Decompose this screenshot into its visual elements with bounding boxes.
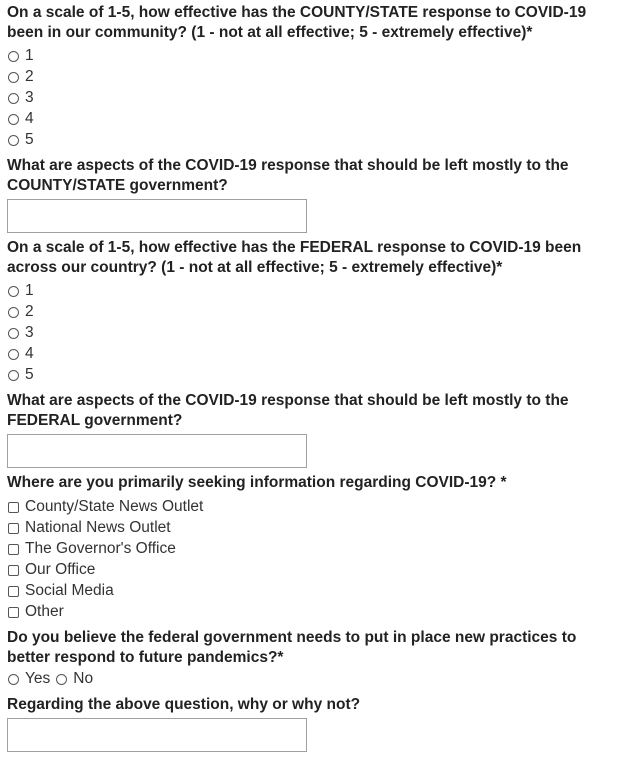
radio-circle[interactable] xyxy=(8,674,19,685)
radio-option[interactable] xyxy=(8,365,34,385)
checkbox-label: National News Outlet xyxy=(25,519,171,536)
radio-option[interactable] xyxy=(8,130,34,150)
radio-option[interactable] xyxy=(8,67,34,87)
question-county-state-effectiveness: On a scale of 1-5, how effective has the COUNTY/STATE response to COVID-19 been in our community? (1 - not at all effective; 5 - extremely effective)* xyxy=(7,4,587,41)
radio-label: 4 xyxy=(25,345,34,362)
radio-option[interactable] xyxy=(8,88,34,108)
federal-aspects-input[interactable] xyxy=(7,434,307,468)
radio-circle[interactable] xyxy=(8,349,19,360)
radio-option[interactable] xyxy=(8,46,34,66)
checkbox-option[interactable] xyxy=(8,539,176,559)
checkbox-box[interactable] xyxy=(8,607,19,618)
radio-circle[interactable] xyxy=(56,674,67,685)
radio-label: 5 xyxy=(25,131,34,148)
radio-label: 2 xyxy=(25,303,34,320)
why-or-why-not-input[interactable] xyxy=(7,718,307,752)
checkbox-option[interactable] xyxy=(8,581,114,601)
question-county-state-aspects: What are aspects of the COVID-19 response that should be left mostly to the COUNTY/STATE government? xyxy=(7,157,569,194)
radio-circle[interactable] xyxy=(8,328,19,339)
checkbox-label: The Governor's Office xyxy=(25,540,176,557)
radio-label: 3 xyxy=(25,324,34,341)
question-federal-aspects: What are aspects of the COVID-19 response that should be left mostly to the FEDERAL government? xyxy=(7,392,569,429)
radio-option[interactable] xyxy=(8,344,34,364)
radio-option-yes[interactable] xyxy=(8,670,50,688)
radio-circle[interactable] xyxy=(8,51,19,62)
question-information-sources: Where are you primarily seeking information regarding COVID-19? * xyxy=(7,474,507,491)
checkbox-label: Social Media xyxy=(25,582,114,599)
radio-circle[interactable] xyxy=(8,93,19,104)
question-future-pandemic-practices: Do you believe the federal government needs to put in place new practices to better respond to future pandemics?* xyxy=(7,629,577,666)
checkbox-label: County/State News Outlet xyxy=(25,498,204,515)
checkbox-box[interactable] xyxy=(8,565,19,576)
radio-label: 5 xyxy=(25,366,34,383)
checkbox-box[interactable] xyxy=(8,502,19,513)
radio-option[interactable] xyxy=(8,281,34,301)
question-federal-effectiveness: On a scale of 1-5, how effective has the FEDERAL response to COVID-19 been across our country? (1 - not at all effective; 5 - extremely effective)* xyxy=(7,239,582,276)
radio-circle[interactable] xyxy=(8,114,19,125)
checkbox-box[interactable] xyxy=(8,544,19,555)
radio-option[interactable] xyxy=(8,302,34,322)
radio-circle[interactable] xyxy=(8,72,19,83)
checkbox-option[interactable] xyxy=(8,560,95,580)
radio-label: 1 xyxy=(25,282,34,299)
yes-no-radio-group xyxy=(8,670,99,688)
radio-label: 1 xyxy=(25,47,34,64)
radio-label: Yes xyxy=(25,670,51,687)
question-why-or-why-not: Regarding the above question, why or why not? xyxy=(7,696,361,713)
checkbox-option[interactable] xyxy=(8,497,203,517)
radio-option[interactable] xyxy=(8,109,34,129)
radio-label: 3 xyxy=(25,89,34,106)
radio-circle[interactable] xyxy=(8,370,19,381)
radio-label: 2 xyxy=(25,68,34,85)
checkbox-label: Other xyxy=(25,603,64,620)
radio-option-no[interactable] xyxy=(56,670,93,688)
radio-option[interactable] xyxy=(8,323,34,343)
county-state-aspects-input[interactable] xyxy=(7,199,307,233)
checkbox-label: Our Office xyxy=(25,561,96,578)
radio-circle[interactable] xyxy=(8,135,19,146)
radio-circle[interactable] xyxy=(8,286,19,297)
checkbox-option[interactable] xyxy=(8,518,171,538)
checkbox-box[interactable] xyxy=(8,523,19,534)
radio-label: 4 xyxy=(25,110,34,127)
radio-circle[interactable] xyxy=(8,307,19,318)
checkbox-box[interactable] xyxy=(8,586,19,597)
radio-label: No xyxy=(73,670,94,687)
checkbox-option[interactable] xyxy=(8,602,64,622)
